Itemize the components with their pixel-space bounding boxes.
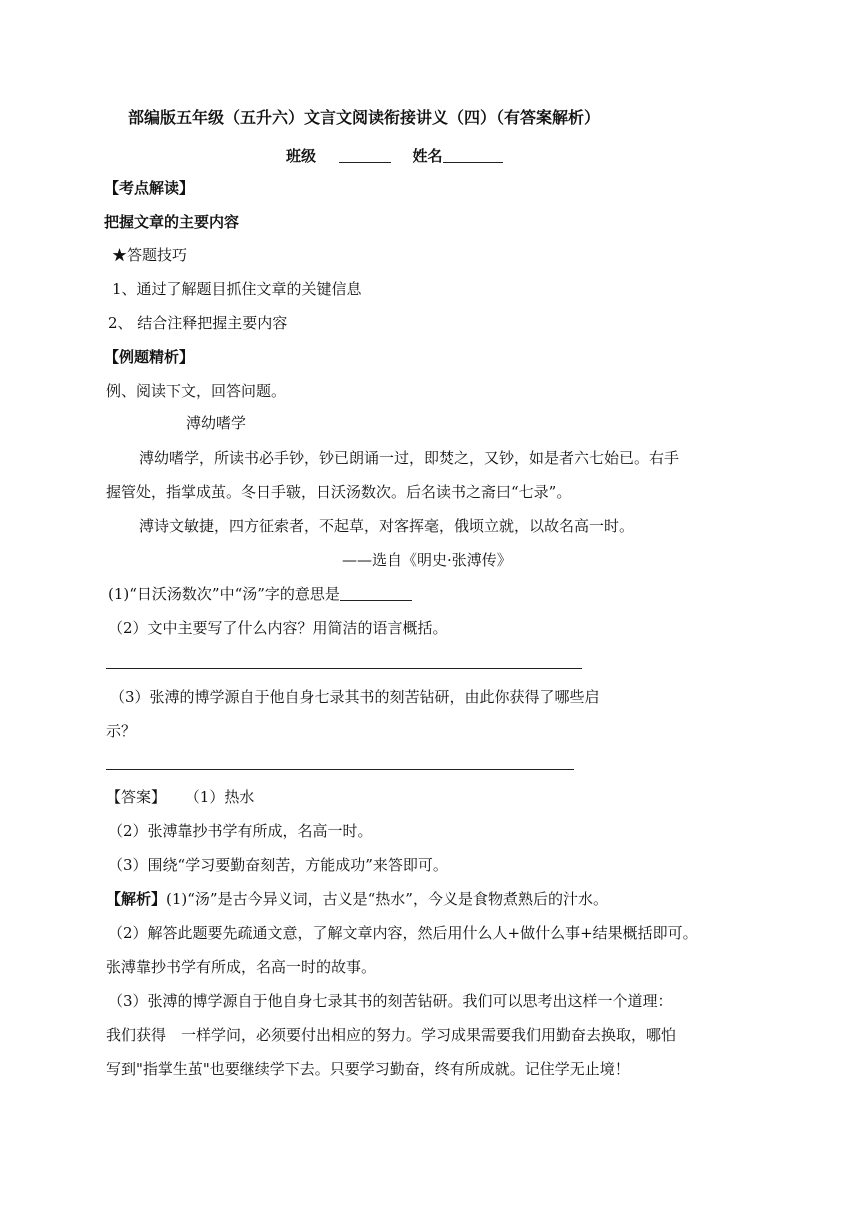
analysis-2-line1: （2）解答此题要先疏通文意，了解文章内容，然后用什么人+做什么事+结果概括即可。 xyxy=(108,924,698,942)
question-3-line2: 示？ xyxy=(106,722,137,740)
section-kaodian-subheading: 把握文章的主要内容 xyxy=(104,213,240,231)
section-kaodian-heading: 【考点解读】 xyxy=(104,179,195,197)
example-intro: 例、阅读下文，回答问题。 xyxy=(106,382,287,400)
section-example-heading: 【例题精析】 xyxy=(104,348,195,366)
answer-1: （1）热水 xyxy=(184,788,255,806)
passage-para2: 溥诗文敏捷，四方征索者，不起草，对客挥毫，俄顷立就，以故名高一时。 xyxy=(139,517,635,535)
passage-source: ——选自《明史·张溥传》 xyxy=(342,551,512,569)
name-label: 姓名 xyxy=(412,147,443,165)
name-blank[interactable] xyxy=(443,146,503,163)
passage-title: 溥幼嗜学 xyxy=(186,414,247,432)
question-3-line1: （3）张溥的博学源自于他自身七录其书的刻苦钻研，由此你获得了哪些启 xyxy=(110,688,600,706)
analysis-2-line2: 张溥靠抄书学有所成，名高一时的故事。 xyxy=(106,958,377,976)
class-name-line xyxy=(286,146,503,166)
analysis-3-line3: 写到"指掌生茧"也要继续学下去。只要学习勤奋，终有所成就。记住学无止境！ xyxy=(106,1060,630,1078)
answer-3: （3）围绕“学习要勤奋刻苦，方能成功”来答即可。 xyxy=(108,856,448,874)
question-2: （2）文中主要写了什么内容？用简洁的语言概括。 xyxy=(108,619,448,637)
question-1 xyxy=(108,584,412,604)
analysis-3-line1: （3）张溥的博学源自于他自身七录其书的刻苦钻研。我们可以思考出这样一个道理： xyxy=(108,992,673,1010)
tip-item-1: 1、通过了解题目抓住文章的关键信息 xyxy=(112,280,362,298)
question-1-blank[interactable] xyxy=(340,584,412,601)
answer-row-1 xyxy=(106,787,254,807)
answer-label: 【答案】 xyxy=(106,788,167,806)
class-label: 班级 xyxy=(286,147,317,165)
document-title: 部编版五年级（五升六）文言文阅读衔接讲义（四）（有答案解析） xyxy=(128,108,601,127)
passage-para1-line1: 溥幼嗜学，所读书必手钞，钞已朗诵一过，即焚之，又钞，如是者六七始已。右手 xyxy=(139,449,680,467)
tip-item-2: 2、 结合注释把握主要内容 xyxy=(108,314,288,332)
analysis-1: (1)“汤”是古今异义词，古义是“热水”，今义是食物煮熟后的汁水。 xyxy=(166,890,608,908)
passage-para1-line2: 握管处，指掌成茧。冬日手皲，日沃汤数次。后名读书之斋曰“七录”。 xyxy=(106,483,572,501)
answer-line-q3[interactable] xyxy=(106,769,574,770)
analysis-3-line2: 我们获得 一样学问，必须要付出相应的努力。学习成果需要我们用勤奋去换取，哪怕 xyxy=(106,1026,677,1044)
tips-title: ★答题技巧 xyxy=(112,246,188,264)
analysis-row-1 xyxy=(106,889,608,909)
class-blank[interactable] xyxy=(339,146,391,163)
analysis-label: 【解析】 xyxy=(106,890,167,908)
answer-line-q2[interactable] xyxy=(106,668,582,669)
question-1-text: (1)“日沃汤数次”中“汤”字的意思是 xyxy=(108,585,340,603)
answer-2: （2）张溥靠抄书学有所成，名高一时。 xyxy=(108,822,373,840)
